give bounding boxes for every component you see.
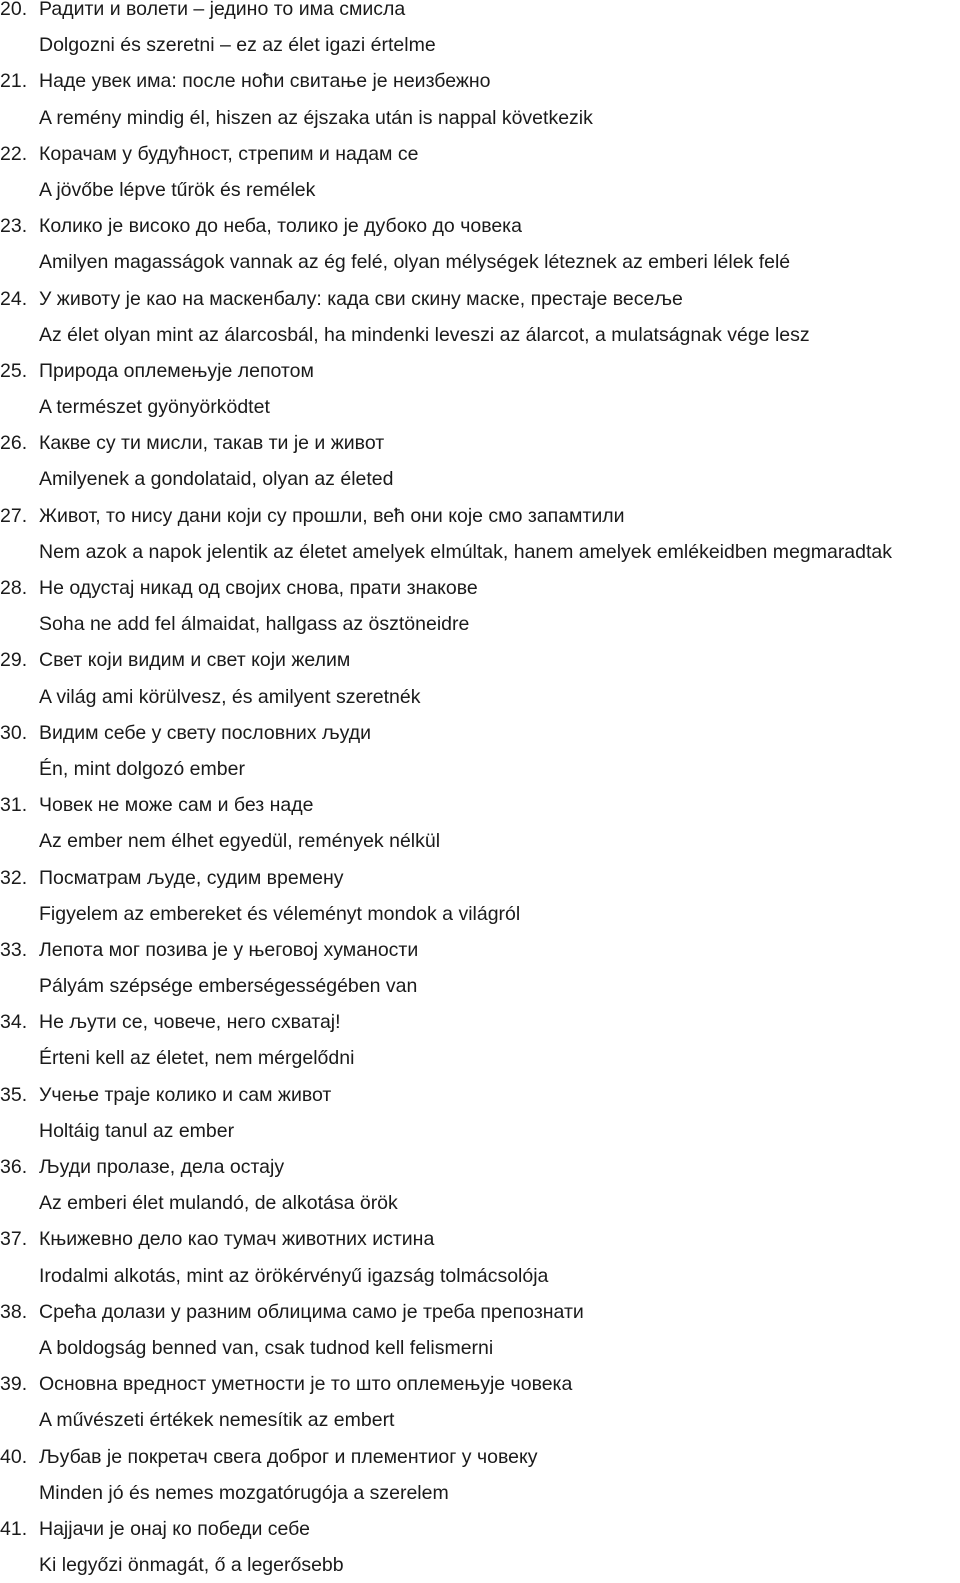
list-item <box>0 0 960 63</box>
hungarian-text: Minden jó és nemes mozgatórugója a szerelem <box>39 1481 449 1504</box>
hungarian-line <box>0 317 960 353</box>
hungarian-line <box>0 1330 960 1366</box>
serbian-line <box>0 715 960 751</box>
list-item <box>0 1366 960 1438</box>
serbian-line <box>0 787 960 823</box>
hungarian-text: Dolgozni és szeretni – ez az élet igazi értelme <box>39 34 436 57</box>
serbian-line <box>0 0 960 27</box>
hungarian-text: Amilyenek a gondolataid, olyan az életed <box>39 468 394 491</box>
item-number: 38. <box>0 1300 28 1323</box>
serbian-line <box>0 1366 960 1402</box>
item-number: 21. <box>0 70 28 93</box>
serbian-text: Посматрам људе, судим времену <box>39 866 344 889</box>
hungarian-line <box>0 968 960 1004</box>
hungarian-text: Az emberi élet mulandó, de alkotása örök <box>39 1192 398 1215</box>
hungarian-line <box>0 1185 960 1221</box>
serbian-text: Књижевно дело као тумач животних истина <box>39 1228 435 1251</box>
hungarian-line <box>0 461 960 497</box>
hungarian-line <box>0 751 960 787</box>
list-item <box>0 1149 960 1221</box>
serbian-text: Свет који видим и свет који желим <box>39 649 351 672</box>
hungarian-text: Holtáig tanul az ember <box>39 1119 235 1142</box>
hungarian-line <box>0 896 960 932</box>
hungarian-line <box>0 389 960 425</box>
list-item <box>0 570 960 642</box>
hungarian-text: Az élet olyan mint az álarcosbál, ha mindenki leveszi az álarcot, a mulatságnak vége lesz <box>39 323 810 346</box>
hungarian-text: Nem azok a napok jelentik az életet amelyek elmúltak, hanem amelyek emlékeidben megmaradtak <box>39 540 893 563</box>
hungarian-text: A remény mindig él, hiszen az éjszaka után is nappal következik <box>39 106 593 129</box>
serbian-text: Човек не може сам и без наде <box>39 794 314 817</box>
serbian-text: Наде увек има: после ноћи свитање је неизбежно <box>39 70 491 93</box>
serbian-line <box>0 1077 960 1113</box>
serbian-line <box>0 353 960 389</box>
list-item <box>0 1077 960 1149</box>
item-number: 24. <box>0 287 28 310</box>
list-item <box>0 1294 960 1366</box>
hungarian-text: A világ ami körülvesz, és amilyent szeretnék <box>39 685 421 708</box>
hungarian-text: A művészeti értékek nemesítik az embert <box>39 1409 395 1432</box>
hungarian-line <box>0 534 960 570</box>
hungarian-line <box>0 1475 960 1511</box>
hungarian-text: Ki legyőzi önmagát, ő a legerősebb <box>39 1554 344 1577</box>
item-number: 35. <box>0 1083 28 1106</box>
item-number: 31. <box>0 794 28 817</box>
serbian-text: Колико је високо до неба, толико је дубоко до човека <box>39 215 522 238</box>
serbian-line <box>0 63 960 99</box>
serbian-text: Корачам у будућност, стрепим и надам се <box>39 142 419 165</box>
hungarian-text: A természet gyönyörködtet <box>39 396 270 419</box>
serbian-text: Најјачи је онај ко победи себе <box>39 1517 310 1540</box>
item-number: 29. <box>0 649 28 672</box>
hungarian-text: Figyelem az embereket és véleményt mondok a világról <box>39 902 521 925</box>
serbian-line <box>0 932 960 968</box>
hungarian-text: Érteni kell az életet, nem mérgelődni <box>39 1047 355 1070</box>
hungarian-line <box>0 679 960 715</box>
serbian-text: Живот, то нису дани који су прошли, већ они које смо запамтили <box>39 504 625 527</box>
serbian-line <box>0 570 960 606</box>
hungarian-line <box>0 1113 960 1149</box>
list-item <box>0 498 960 570</box>
serbian-line <box>0 642 960 678</box>
serbian-line <box>0 281 960 317</box>
serbian-line <box>0 1149 960 1185</box>
hungarian-text: Én, mint dolgozó ember <box>39 757 245 780</box>
list-item <box>0 860 960 932</box>
hungarian-text: A boldogság benned van, csak tudnod kell felismerni <box>39 1336 494 1359</box>
hungarian-line <box>0 100 960 136</box>
item-number: 28. <box>0 577 28 599</box>
hungarian-text: A jövőbe lépve tűrök és remélek <box>39 178 316 201</box>
serbian-text: Видим себе у свету пословних људи <box>39 721 371 744</box>
item-number: 26. <box>0 432 28 455</box>
serbian-text: Лепота мог позива је у његовој хуманости <box>39 938 419 961</box>
item-number: 25. <box>0 359 28 382</box>
list-item <box>0 1439 960 1511</box>
hungarian-line <box>0 606 960 642</box>
serbian-text: Љубав је покретач свега доброг и плементиог у човеку <box>39 1445 538 1468</box>
serbian-text: У животу је као на маскенбалу: када сви скину маске, престаје весеље <box>39 287 683 310</box>
list-item <box>0 63 960 135</box>
list-item <box>0 1004 960 1076</box>
hungarian-text: Irodalmi alkotás, mint az örökérvényű igazság tolmácsolója <box>39 1264 549 1287</box>
list-item <box>0 932 960 1004</box>
list-item <box>0 136 960 208</box>
serbian-line <box>0 1439 960 1475</box>
list-item <box>0 425 960 497</box>
serbian-line <box>0 1294 960 1330</box>
serbian-line <box>0 1004 960 1040</box>
hungarian-line <box>0 823 960 859</box>
serbian-line <box>0 1221 960 1257</box>
item-number: 23. <box>0 215 28 238</box>
hungarian-line <box>0 1040 960 1076</box>
serbian-line <box>0 425 960 461</box>
item-number: 34. <box>0 1011 28 1034</box>
hungarian-text: Amilyen magasságok vannak az ég felé, olyan mélységek léteznek az emberi lélek felé <box>39 251 791 274</box>
serbian-line <box>0 208 960 244</box>
item-number: 32. <box>0 866 28 889</box>
item-number: 36. <box>0 1156 28 1178</box>
list-item <box>0 642 960 714</box>
list-item <box>0 715 960 787</box>
list-item <box>0 787 960 859</box>
list-item <box>0 1511 960 1583</box>
serbian-text: Природа оплемењује лепотом <box>39 359 314 382</box>
hungarian-text: Az ember nem élhet egyedül, remények nélkül <box>39 830 441 853</box>
hungarian-line <box>0 1402 960 1438</box>
serbian-line <box>0 136 960 172</box>
hungarian-line <box>0 1547 960 1583</box>
item-number: 22. <box>0 142 28 165</box>
list-item <box>0 353 960 425</box>
item-number: 33. <box>0 938 28 961</box>
serbian-text: Основна вредност уметности је то што оплемењује човека <box>39 1373 573 1396</box>
item-number: 27. <box>0 504 28 527</box>
list-item <box>0 208 960 280</box>
serbian-line <box>0 860 960 896</box>
item-number: 30. <box>0 721 28 744</box>
item-number: 37. <box>0 1228 28 1251</box>
hungarian-line <box>0 1258 960 1294</box>
serbian-line <box>0 1511 960 1547</box>
hungarian-text: Pályám szépsége emberségességében van <box>39 975 418 998</box>
hungarian-line <box>0 172 960 208</box>
serbian-text: Учење траје колико и сам живот <box>39 1083 332 1106</box>
serbian-text: Не љути се, човече, него схватај! <box>39 1011 341 1034</box>
serbian-text: Не одустај никад од својих снова, прати знакове <box>39 577 478 599</box>
serbian-text: Људи пролазе, дела остају <box>39 1156 285 1178</box>
serbian-text: Радити и волети – једино то има смисла <box>39 0 406 20</box>
item-number: 39. <box>0 1373 28 1396</box>
list-item <box>0 281 960 353</box>
hungarian-line <box>0 244 960 280</box>
item-number: 41. <box>0 1517 28 1540</box>
list-item <box>0 1221 960 1293</box>
item-number: 40. <box>0 1445 28 1468</box>
serbian-text: Срећа долази у разним облицима само је треба препознати <box>39 1300 584 1323</box>
serbian-line <box>0 498 960 534</box>
item-number: 20. <box>0 0 28 20</box>
hungarian-text: Soha ne add fel álmaidat, hallgass az ösztöneidre <box>39 613 470 636</box>
hungarian-line <box>0 27 960 63</box>
serbian-text: Какве су ти мисли, такав ти је и живот <box>39 432 385 455</box>
